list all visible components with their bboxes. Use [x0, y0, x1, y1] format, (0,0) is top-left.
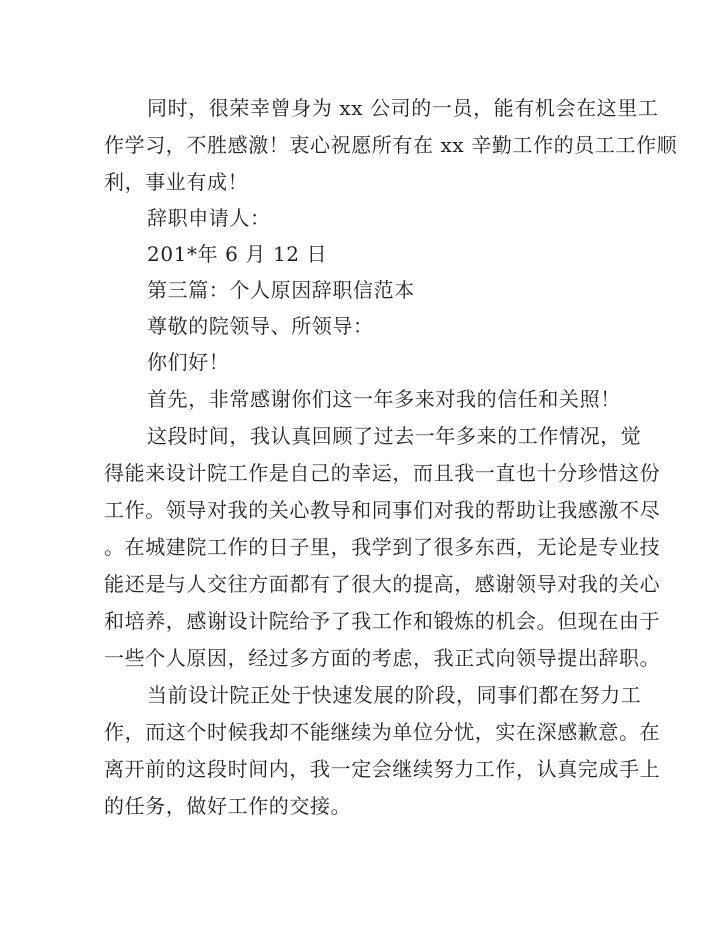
paragraph-line: 这段时间，我认真回顾了过去一年多来的工作情况，觉: [147, 424, 642, 448]
signature-date: 201*年 6 月 12 日: [147, 242, 328, 266]
signature-label: 辞职申请人：: [147, 206, 271, 230]
paragraph-line: 和培养，感谢设计院给予了我工作和锻炼的机会。但现在由于: [104, 609, 661, 633]
section-title: 第三篇：个人原因辞职信范本: [147, 278, 415, 302]
paragraph-line: 作学习，不胜感激！衷心祝愿所有在 xx 辛勤工作的员工工作顺: [104, 133, 678, 157]
paragraph-line: 。在城建院工作的日子里，我学到了很多东西，无论是专业技: [104, 535, 661, 559]
paragraph-line: 工作。领导对我的关心教导和同事们对我的帮助让我感激不尽: [104, 498, 661, 522]
salutation: 尊敬的院领导、所领导：: [147, 314, 374, 338]
greeting: 你们好！: [147, 350, 230, 374]
paragraph-line: 利，事业有成！: [104, 170, 249, 194]
paragraph-line: 得能来设计院工作是自己的幸运，而且我一直也十分珍惜这份: [104, 461, 661, 485]
paragraph-line: 作，而这个时候我却不能继续为单位分忧，实在深感歉意。在: [104, 720, 661, 744]
paragraph-line: 当前设计院正处于快速发展的阶段，同事们都在努力工: [147, 683, 642, 707]
paragraph-line: 能还是与人交往方面都有了很大的提高，感谢领导对我的关心: [104, 572, 661, 596]
paragraph-line: 同时，很荣幸曾身为 xx 公司的一员，能有机会在这里工: [147, 96, 659, 120]
paragraph-line: 离开前的这段时间内，我一定会继续努力工作，认真完成手上: [104, 757, 661, 781]
paragraph-line: 的任务，做好工作的交接。: [104, 794, 352, 818]
paragraph-line: 首先，非常感谢你们这一年多来对我的信任和关照！: [147, 387, 621, 411]
paragraph-line: 一些个人原因，经过多方面的考虑，我正式向领导提出辞职。: [104, 646, 661, 670]
